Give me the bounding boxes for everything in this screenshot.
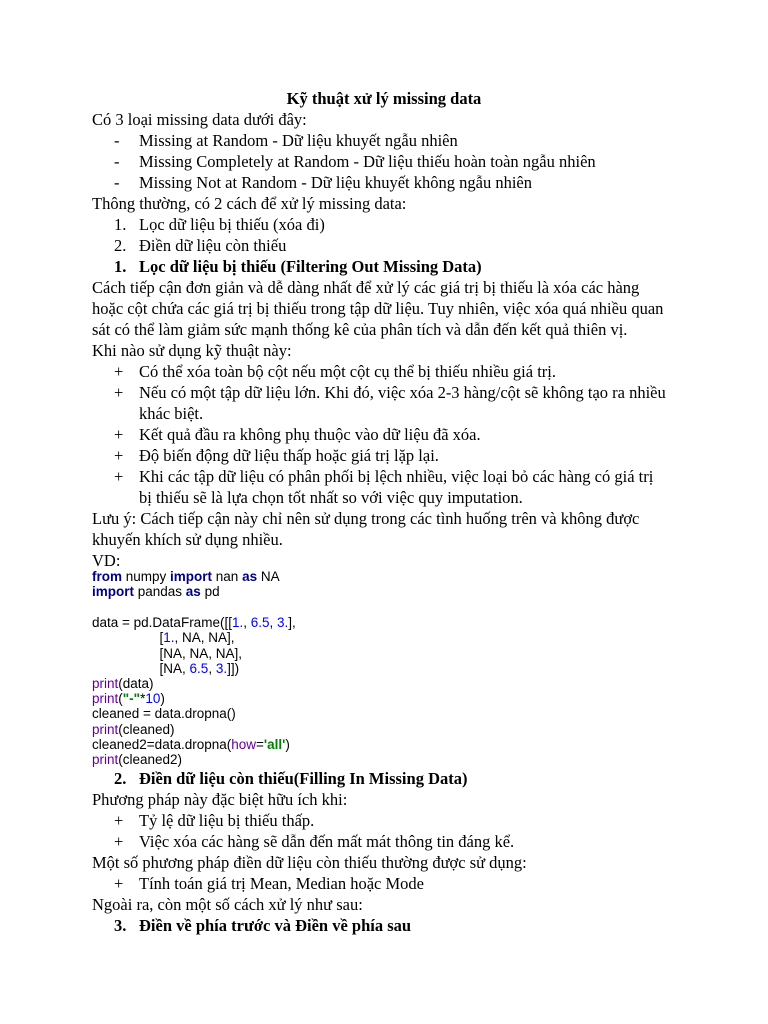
code-line: import pandas as pd [92,584,220,599]
paragraph-line: hoặc cột chứa các giá trị bị thiếu trong tập dữ liệu. Tuy nhiên, việc xóa quá nhiều quan [92,299,664,318]
code-line: from numpy import nan as NA [92,569,280,584]
paragraph-line: Ngoài ra, còn một số cách xử lý như sau: [92,895,363,914]
dash-marker: - [114,173,120,192]
paragraph-line: Một số phương pháp điền dữ liệu còn thiếu thường được sử dụng: [92,853,527,872]
dash-marker: - [114,152,120,171]
example-label: VD: [92,551,121,570]
code-line: data = pd.DataFrame([[1., 6.5, 3.], [92,615,296,630]
plus-marker: + [114,362,124,381]
plus-marker: + [114,811,124,830]
when-heading: Khi nào sử dụng kỹ thuật này: [92,341,292,360]
dash-marker: - [114,131,120,150]
document-title: Kỹ thuật xử lý missing data [286,89,482,108]
plus-marker: + [114,832,124,851]
intro-text: Có 3 loại missing data dưới đây: [92,110,307,129]
code-line: print("-"*10) [92,691,165,706]
code-line: [NA, 6.5, 3.]]) [92,661,240,676]
code-line: print(cleaned2) [92,752,183,767]
plus-marker: + [114,446,124,465]
plus-marker: + [114,874,124,893]
code-line: [NA, NA, NA], [92,646,243,661]
paragraph-line: sát có thể làm giảm sức mạnh thống kê của phân tích và dẫn đến kết quả thiên vị. [92,320,628,339]
methods-intro: Thông thường, có 2 cách để xử lý missing data: [92,194,407,213]
plus-marker: + [114,425,124,444]
plus-marker: + [114,383,124,402]
plus-marker: + [114,467,124,486]
paragraph-line: Cách tiếp cận đơn giản và dễ dàng nhất để xử lý các giá trị bị thiếu là xóa các hàng [92,278,640,297]
code-line: print(cleaned) [92,722,175,737]
code-line: [1., NA, NA], [92,630,235,645]
section-intro: Phương pháp này đặc biệt hữu ích khi: [92,790,348,809]
code-line: print(data) [92,676,154,691]
code-line: cleaned = data.dropna() [92,706,236,721]
document-page: Kỹ thuật xử lý missing data Có 3 loại missing data dưới đây: - Missing at Random - Dữ liệu khuyết ngẫu nhiên - Missing Completely at Random - Dữ liệu thiếu hoàn toàn ngẫu nhiên - Missing Not at Random - Dữ liệu khuyết không ngẫu nhiên Thông thường, có 2 cách để xử lý missing data: 1. Lọc dữ liệu bị thiếu (xóa đi) 2. Điền dữ liệu còn thiếu 1. Lọc dữ liệu bị thiếu (Filtering Out Missing Data) Cách tiếp cận đơn giản và dễ dàng nhất để xử lý các giá trị bị thiếu là xóa các hàng hoặc cột chứa các giá trị bị thiếu trong tập dữ liệu. Tuy nhiên, việc xóa quá nhiều quan sát có thể làm giảm sức mạnh thống kê của phân tích và dẫn đến kết quả thiên vị. Khi nào sử dụng kỹ thuật này: + Có thể xóa toàn bộ cột nếu một cột cụ thể bị thiếu nhiều giá trị. + Nếu có một tập dữ liệu lớn. Khi đó, việc xóa 2-3 hàng/cột sẽ không tạo ra nhiều khác biệt. + Kết quả đầu ra không phụ thuộc vào dữ liệu đã xóa. + Độ biến động dữ liệu thấp hoặc giá trị lặp lại. + Khi các tập dữ liệu có phân phối bị lệch nhiều, việc loại bỏ các hàng có giá trị bị thiếu sẽ là lựa chọn tốt nhất so với việc quy imputation. Lưu ý: Cách tiếp cận này chỉ nên sử dụng trong các tình huống trên và không được khuyến khích sử dụng nhiều. VD: from numpy import nan as NA import pandas as pd data = pd.DataFrame([[1., 6.5, 3.], [1., NA, NA], [NA, NA, NA], [NA, 6.5, 3.]]) print(data) print("-"*10) cleaned = data.dropna() print(cleaned) cleaned2=data.dropna(how='all') print(cleaned2) 2. Điền dữ liệu còn thiếu(Filling In Missing Data) Phương pháp này đặc biệt hữu ích khi: + Tỷ lệ dữ liệu bị thiếu thấp. + Việc xóa các hàng sẽ dẫn đến mất mát thông tin đáng kể. Một số phương pháp điền dữ liệu còn thiếu thường được sử dụng: + Tính toán giá trị Mean, Median hoặc Mode Ngoài ra, còn một số cách xử lý như sau: 3. Điền về phía trước và Điền về phía sau [0,0,768,1024]
note-line: khuyến khích sử dụng nhiều. [92,530,283,549]
code-line: cleaned2=data.dropna(how='all') [92,737,290,752]
note-line: Lưu ý: Cách tiếp cận này chỉ nên sử dụng trong các tình huống trên và không được [92,509,640,528]
